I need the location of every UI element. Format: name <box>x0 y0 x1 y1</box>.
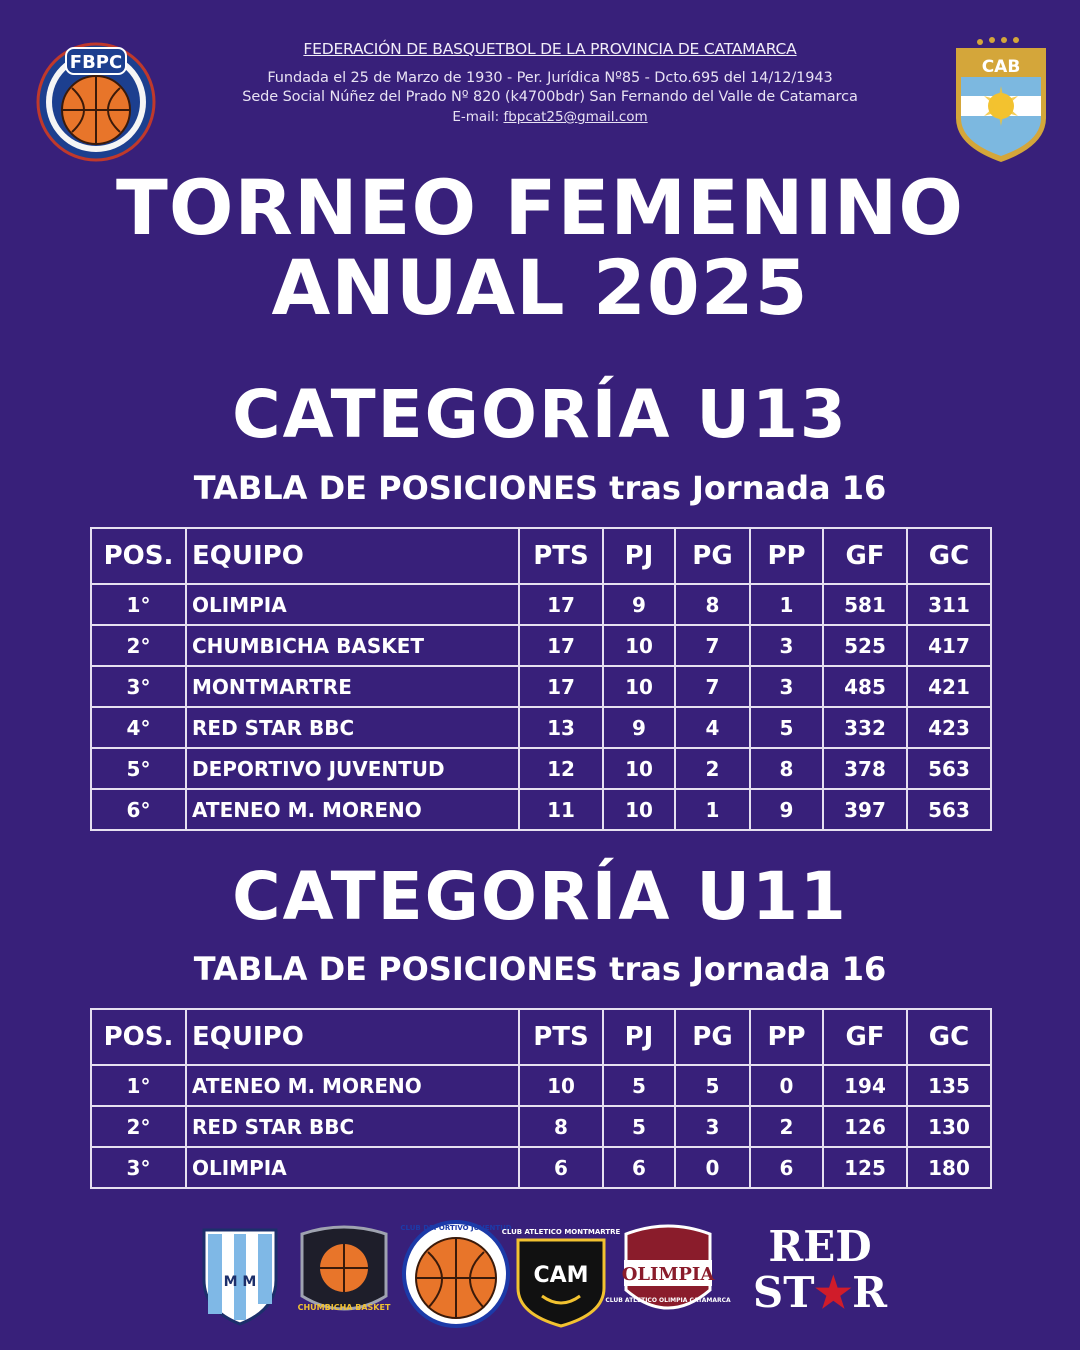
table-row <box>91 789 991 830</box>
red-star-logo-st: ST <box>752 1268 815 1317</box>
ateneo-logo-text: M M <box>223 1274 257 1290</box>
cell-pts: 17 <box>519 666 603 707</box>
cell-team: RED STAR BBC <box>186 707 519 748</box>
cell-gc: 135 <box>907 1065 991 1106</box>
cell-pp: 8 <box>750 748 823 789</box>
cell-pj: 9 <box>603 584 675 625</box>
cell-pj: 5 <box>603 1065 675 1106</box>
red-star-logo-bottom <box>750 1270 890 1316</box>
cell-team: OLIMPIA <box>186 584 519 625</box>
montmartre-logo-text: CLUB ATLETICO MONTMARTRE <box>501 1228 621 1236</box>
red-star-logo <box>750 1224 890 1316</box>
olimpia-logo <box>605 1218 731 1328</box>
col-header-pg: PG <box>675 528 750 584</box>
cell-pp: 3 <box>750 666 823 707</box>
main-title-line2: ANUAL 2025 <box>271 243 809 332</box>
cell-pts: 13 <box>519 707 603 748</box>
header <box>0 0 1080 170</box>
cell-pp: 9 <box>750 789 823 830</box>
cab-logo-text: CAB <box>981 57 1021 77</box>
cell-pts: 10 <box>519 1065 603 1106</box>
cell-gc: 563 <box>907 748 991 789</box>
fbpc-logo-text: FBPC <box>69 52 123 73</box>
cell-pos: 1° <box>91 1065 186 1106</box>
federation-info <box>200 40 900 125</box>
cell-gc: 311 <box>907 584 991 625</box>
cell-pts: 12 <box>519 748 603 789</box>
cell-pp: 2 <box>750 1106 823 1147</box>
cell-gf: 332 <box>823 707 907 748</box>
cell-gc: 130 <box>907 1106 991 1147</box>
cell-pos: 5° <box>91 748 186 789</box>
table-row <box>91 1106 991 1147</box>
cell-pg: 2 <box>675 748 750 789</box>
cell-gf: 194 <box>823 1065 907 1106</box>
cell-pts: 17 <box>519 584 603 625</box>
cell-pg: 0 <box>675 1147 750 1188</box>
star-icon: ★ <box>814 1268 853 1317</box>
category-u13-title: CATEGORÍA U13 <box>232 376 848 453</box>
email-line <box>200 109 900 125</box>
cell-pos: 1° <box>91 584 186 625</box>
table-row <box>91 707 991 748</box>
cell-pos: 3° <box>91 1147 186 1188</box>
cell-pos: 6° <box>91 789 186 830</box>
cell-gf: 125 <box>823 1147 907 1188</box>
cell-pj: 9 <box>603 707 675 748</box>
table-row <box>91 625 991 666</box>
cell-gf: 581 <box>823 584 907 625</box>
cell-pos: 2° <box>91 625 186 666</box>
club-logos-row <box>190 1218 890 1328</box>
table-row <box>91 1147 991 1188</box>
col-header-pos: POS. <box>91 528 186 584</box>
cell-pg: 5 <box>675 1065 750 1106</box>
u11-standings-table <box>90 1008 992 1189</box>
email-link[interactable]: fbpcat25@gmail.com <box>503 109 648 125</box>
u13-standings-table <box>90 527 992 831</box>
olimpia-logo-text: CLUB ATLETICO OLIMPIA CATAMARCA <box>605 1297 731 1304</box>
cell-gf: 397 <box>823 789 907 830</box>
cell-team: DEPORTIVO JUVENTUD <box>186 748 519 789</box>
cell-pg: 1 <box>675 789 750 830</box>
col-header-pj: PJ <box>603 1009 675 1065</box>
main-title <box>0 163 1080 332</box>
col-header-pp: PP <box>750 1009 823 1065</box>
col-header-gc: GC <box>907 1009 991 1065</box>
cell-gc: 423 <box>907 707 991 748</box>
chumbicha-basket-logo <box>298 1218 390 1328</box>
cell-gc: 417 <box>907 625 991 666</box>
cell-gf: 485 <box>823 666 907 707</box>
col-header-pg: PG <box>675 1009 750 1065</box>
chumbicha-logo-text: CHUMBICHA BASKET <box>297 1303 391 1312</box>
cell-pj: 5 <box>603 1106 675 1147</box>
col-header-gf: GF <box>823 1009 907 1065</box>
cell-pp: 5 <box>750 707 823 748</box>
ateneo-m-moreno-logo <box>198 1218 282 1328</box>
cell-pp: 6 <box>750 1147 823 1188</box>
cell-pp: 3 <box>750 625 823 666</box>
table-row <box>91 666 991 707</box>
cell-pj: 10 <box>603 748 675 789</box>
email-label: E-mail: <box>452 109 500 125</box>
cell-team: CHUMBICHA BASKET <box>186 625 519 666</box>
cell-gc: 180 <box>907 1147 991 1188</box>
cell-pg: 7 <box>675 666 750 707</box>
category-u11-title: CATEGORÍA U11 <box>232 858 848 935</box>
col-header-team: EQUIPO <box>186 1009 519 1065</box>
u13-subtitle: TABLA DE POSICIONES tras Jornada 16 <box>193 469 887 507</box>
col-header-pp: PP <box>750 528 823 584</box>
col-header-pts: PTS <box>519 1009 603 1065</box>
table-row <box>91 1065 991 1106</box>
cell-gc: 421 <box>907 666 991 707</box>
svg-text:OLIMPIA: OLIMPIA <box>621 1264 715 1285</box>
juventud-logo-text: CLUB DEPORTIVO JUVENTUD <box>400 1224 512 1232</box>
cell-team: RED STAR BBC <box>186 1106 519 1147</box>
cell-pos: 3° <box>91 666 186 707</box>
cell-pg: 8 <box>675 584 750 625</box>
cell-pos: 4° <box>91 707 186 748</box>
table-row <box>91 584 991 625</box>
cell-gc: 563 <box>907 789 991 830</box>
u11-subtitle: TABLA DE POSICIONES tras Jornada 16 <box>193 950 887 988</box>
cell-gf: 126 <box>823 1106 907 1147</box>
col-header-pts: PTS <box>519 528 603 584</box>
cab-logo <box>952 34 1050 164</box>
montmartre-logo <box>501 1218 621 1328</box>
col-header-gc: GC <box>907 528 991 584</box>
cell-pp: 0 <box>750 1065 823 1106</box>
red-star-logo-top: RED <box>768 1222 872 1271</box>
cell-team: MONTMARTRE <box>186 666 519 707</box>
cell-pj: 10 <box>603 666 675 707</box>
cell-pj: 10 <box>603 625 675 666</box>
cell-pg: 3 <box>675 1106 750 1147</box>
main-title-line1: TORNEO FEMENINO <box>115 163 965 252</box>
cell-team: ATENEO M. MORENO <box>186 789 519 830</box>
svg-text:CAM: CAM <box>533 1263 589 1288</box>
cell-pts: 8 <box>519 1106 603 1147</box>
cell-pj: 6 <box>603 1147 675 1188</box>
cell-pts: 6 <box>519 1147 603 1188</box>
founded-line: Fundada el 25 de Marzo de 1930 - Per. Jurídica Nº85 - Dcto.695 del 14/12/1943 <box>267 70 833 86</box>
cell-pg: 4 <box>675 707 750 748</box>
cell-gf: 525 <box>823 625 907 666</box>
col-header-gf: GF <box>823 528 907 584</box>
cell-pp: 1 <box>750 584 823 625</box>
federation-name: FEDERACIÓN DE BASQUETBOL DE LA PROVINCIA DE CATAMARCA <box>303 40 797 58</box>
red-star-logo-r: R <box>852 1268 888 1317</box>
cell-pg: 7 <box>675 625 750 666</box>
cell-team: ATENEO M. MORENO <box>186 1065 519 1106</box>
cell-gf: 378 <box>823 748 907 789</box>
table-header-row <box>91 528 991 584</box>
deportivo-juventud-logo <box>402 1218 510 1328</box>
fbpc-logo <box>36 40 156 160</box>
cell-team: OLIMPIA <box>186 1147 519 1188</box>
col-header-team: EQUIPO <box>186 528 519 584</box>
cell-pts: 17 <box>519 625 603 666</box>
table-header-row <box>91 1009 991 1065</box>
col-header-pos: POS. <box>91 1009 186 1065</box>
table-row <box>91 748 991 789</box>
address-line: Sede Social Núñez del Prado Nº 820 (k4700bdr) San Fernando del Valle de Catamarca <box>242 89 858 105</box>
col-header-pj: PJ <box>603 528 675 584</box>
cell-pos: 2° <box>91 1106 186 1147</box>
cell-pts: 11 <box>519 789 603 830</box>
cell-pj: 10 <box>603 789 675 830</box>
